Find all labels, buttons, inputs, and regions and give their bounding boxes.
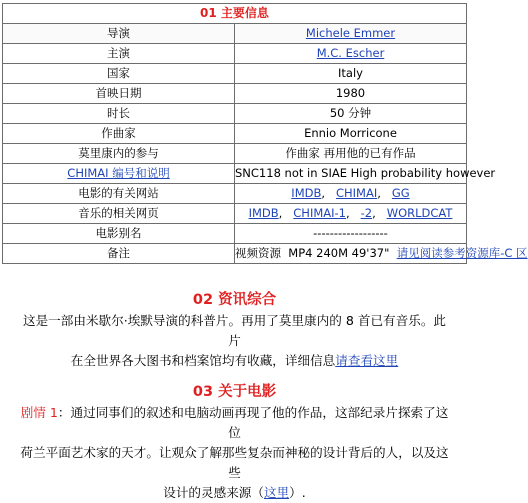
row-label: 主演 <box>3 44 235 64</box>
section-1-title: 01 主要信息 <box>3 4 467 24</box>
paragraph-text: 在全世界各大图书和档案馆均有收藏，详细信息 <box>70 353 336 368</box>
resource-library-link[interactable]: 请见阅读参考资源库-C 区 <box>396 246 528 260</box>
row-label: 国家 <box>3 64 235 84</box>
table-row-notes <box>3 244 467 264</box>
table-row-country <box>3 64 467 84</box>
row-label: 首映日期 <box>3 84 235 104</box>
row-value: 作曲家 再用他的已有作品 <box>235 144 467 164</box>
row-label: 电影别名 <box>3 224 235 244</box>
row-value <box>235 24 467 44</box>
separator: , <box>321 186 326 200</box>
table-row-composer <box>3 124 467 144</box>
table-row-morricone <box>3 144 467 164</box>
paragraph-text: 设计的灵感来源（ <box>163 485 264 500</box>
row-label: 电影的有关网站 <box>3 184 235 204</box>
table-row-chimai <box>3 164 467 184</box>
notes-text: 视频资源 MP4 240M 49'37" <box>235 246 397 260</box>
separator: , <box>345 206 350 220</box>
separator: , <box>372 206 376 220</box>
see-here-link[interactable]: 请查看这里 <box>335 353 399 368</box>
table-row-cast <box>3 44 467 64</box>
row-label: 莫里康内的参与 <box>3 144 235 164</box>
table-row-film-sites <box>3 184 467 204</box>
here-link[interactable]: 这里 <box>263 485 290 500</box>
row-label: 备注 <box>3 244 235 264</box>
row-label: 导演 <box>3 24 235 44</box>
paragraph-line <box>18 403 451 443</box>
paragraph-line: 这是一部由米歇尔·埃默导演的科普片。再用了莫里康内的 8 首已有音乐。此片 <box>22 313 447 348</box>
chimai-1-link[interactable]: CHIMAI-1 <box>293 206 346 220</box>
gg-link[interactable]: GG <box>391 186 410 200</box>
row-label: 音乐的相关网页 <box>3 204 235 224</box>
plot-label: 剧情 1 <box>20 405 58 420</box>
worldcat-link[interactable]: WORLDCAT <box>386 206 453 220</box>
row-value: ------------------ <box>235 224 467 244</box>
section-3-title: 03 关于电影 <box>192 384 277 400</box>
row-label: 时长 <box>3 104 235 124</box>
section-2-title: 02 资讯综合 <box>192 292 277 308</box>
row-value <box>235 204 467 224</box>
main-info-table <box>2 3 528 264</box>
chimai-label-link[interactable]: CHIMAI 编号和说明 <box>67 166 170 180</box>
section-2-paragraph <box>18 311 451 371</box>
imdb-link[interactable]: IMDB <box>291 186 322 200</box>
paragraph-text: ：通过同事们的叙述和电脑动画再现了他的作品，这部纪录片探索了这位 <box>57 405 449 440</box>
row-label <box>3 164 235 184</box>
table-row-runtime <box>3 104 467 124</box>
paragraph-line <box>18 483 451 503</box>
separator: , <box>377 186 381 200</box>
paragraph-line: 荷兰平面艺术家的天才。让观众了解那些复杂而神秘的设计背后的人，以及这些 <box>20 445 449 480</box>
director-link[interactable]: Michele Emmer <box>305 26 396 40</box>
section-3-paragraph <box>18 403 451 503</box>
row-value: 1980 <box>235 84 467 104</box>
table-row-alias <box>3 224 467 244</box>
row-value <box>235 184 467 204</box>
table-row-music-pages <box>3 204 467 224</box>
table-row-director <box>3 24 467 44</box>
row-value: Ennio Morricone <box>235 124 467 144</box>
row-value: 50 分钟 <box>235 104 467 124</box>
row-value <box>235 244 528 264</box>
row-value <box>235 44 467 64</box>
table-header-row <box>3 4 467 24</box>
table-row-premiere <box>3 84 467 104</box>
chimai-link[interactable]: CHIMAI <box>335 186 378 200</box>
cast-link[interactable]: M.C. Escher <box>316 46 385 60</box>
paragraph-line <box>18 351 451 371</box>
imdb-music-link[interactable]: IMDB <box>248 206 279 220</box>
row-value: SNC118 not in SIAE High probability however <box>235 164 467 184</box>
row-label: 作曲家 <box>3 124 235 144</box>
paragraph-text: ）. <box>289 485 306 500</box>
separator: , <box>278 206 283 220</box>
chimai-2-link[interactable]: -2 <box>360 206 373 220</box>
row-value: Italy <box>235 64 467 84</box>
